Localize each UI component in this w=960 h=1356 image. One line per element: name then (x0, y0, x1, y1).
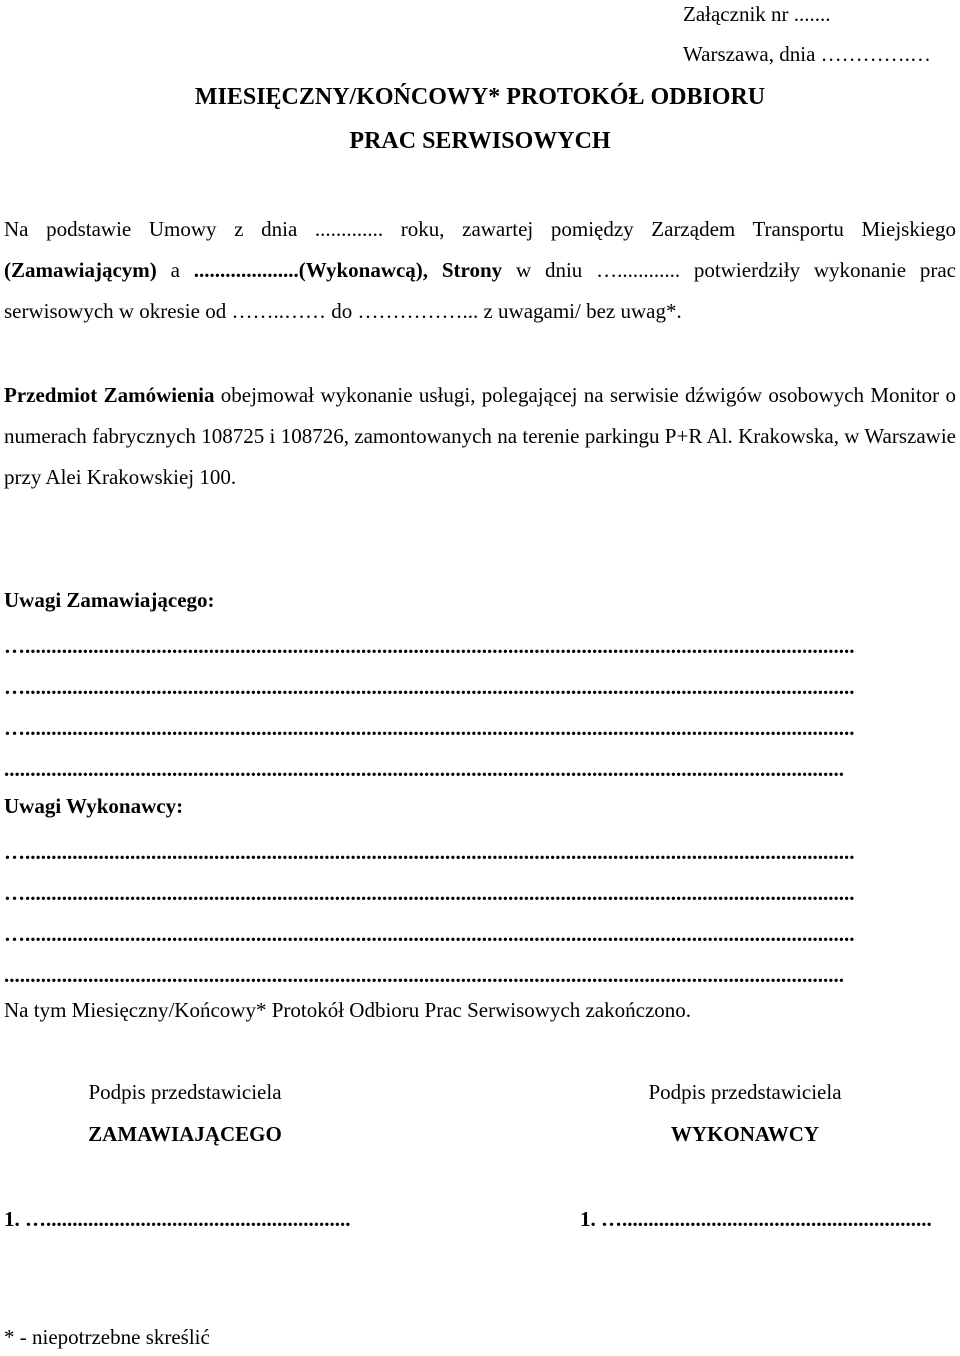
remarks-line: ….............................................................................................................................................................. (4, 675, 855, 699)
closing-statement: Na tym Miesięczny/Końcowy* Protokół Odbioru Prac Serwisowych zakończono. (4, 998, 692, 1022)
remarks-line: ….............................................................................................................................................................. (4, 634, 855, 658)
contractor-label: ....................(Wykonawcą), Strony (193, 258, 503, 282)
contractor-remarks-heading: Uwagi Wykonawcy: (4, 794, 184, 818)
ordering-party-name: ZAMAWIAJĄCEGO (88, 1122, 282, 1146)
remarks-line: ….............................................................................................................................................................. (4, 922, 855, 946)
contract-paragraph (4, 209, 956, 332)
ordering-party-label: (Zamawiającym) (4, 258, 157, 282)
annex-number: Załącznik nr ....... (683, 2, 831, 26)
subject-heading: Przedmiot Zamówienia (4, 383, 215, 407)
subject-text: obejmował wykonanie usługi, polegającej na serwisie dźwigów osobowych Monitor o numerach fabrycznych 108725 i 108726, zamontowanych na terenie parkingu P+R Al. Krakowska, w Warszawie przy Alei Krakowskiej 100. (4, 383, 956, 489)
document-title: MIESIĘCZNY/KOŃCOWY* PROTOKÓŁ ODBIORU (194, 84, 766, 110)
remarks-line: ................................................................................................................................................................ (4, 963, 844, 987)
contract-text-3: w dniu …............ potwierdziły wykonanie prac serwisowych w okresie od ……..…… do ……………... z uwagami/ bez uwag*. (4, 258, 956, 323)
contract-text-1: Na podstawie Umowy z dnia ............. roku, zawartej pomiędzy Zarządem Transportu Miejskiego (4, 217, 956, 241)
subject-paragraph (4, 375, 956, 498)
remarks-line: ................................................................................................................................................................ (4, 757, 844, 781)
remarks-line: ….............................................................................................................................................................. (4, 716, 855, 740)
contractor-signature-label: Podpis przedstawiciela (648, 1080, 842, 1104)
ordering-signature-line: 1. ….......................................................... (4, 1207, 351, 1231)
ordering-party-remarks-heading: Uwagi Zamawiającego: (4, 588, 215, 612)
place-and-date: Warszawa, dnia ………….… (683, 42, 931, 66)
contract-text-2: a (156, 258, 194, 282)
ordering-signature-label: Podpis przedstawiciela (88, 1080, 282, 1104)
document-subtitle: PRAC SERWISOWYCH (349, 128, 611, 154)
contractor-signature-line: 1. …........................................................... (580, 1207, 932, 1231)
footnote: * - niepotrzebne skreślić (4, 1325, 210, 1349)
contractor-name: WYKONAWCY (670, 1122, 820, 1146)
remarks-line: ….............................................................................................................................................................. (4, 881, 855, 905)
remarks-line: ….............................................................................................................................................................. (4, 840, 855, 864)
